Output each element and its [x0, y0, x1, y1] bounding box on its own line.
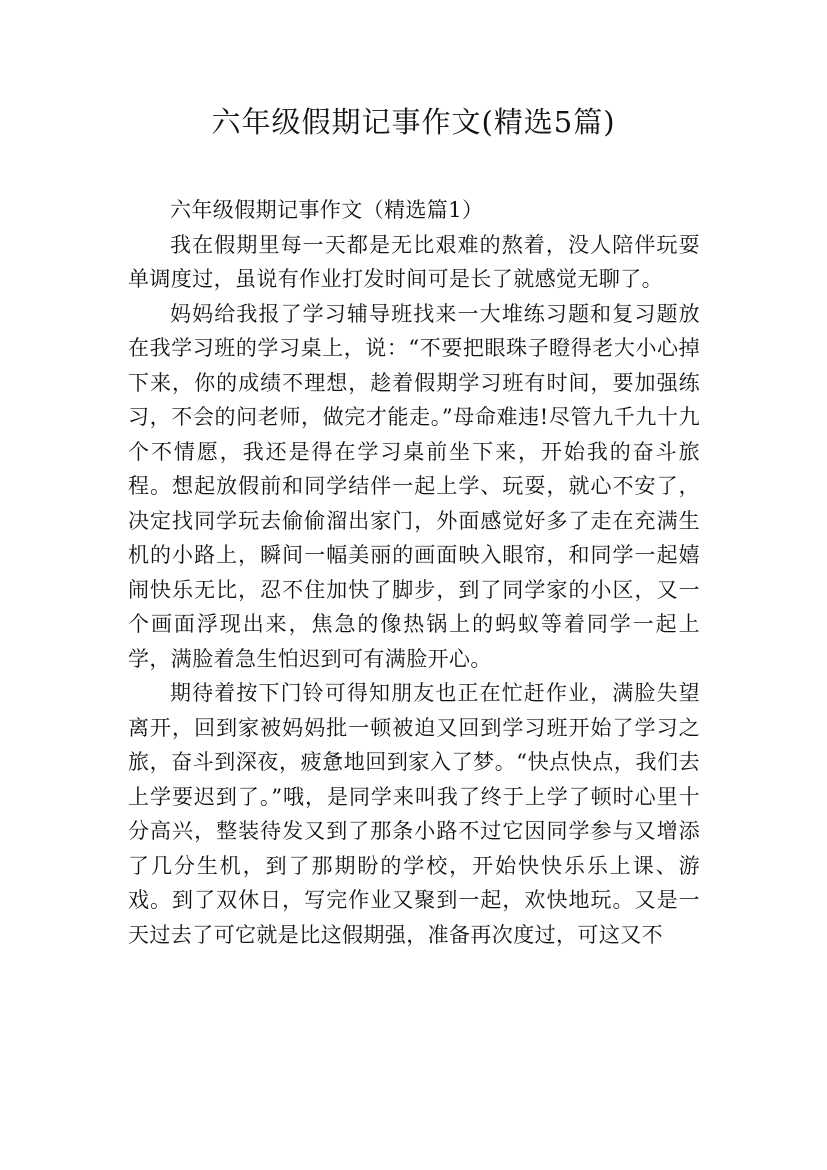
- paragraph-2: 妈妈给我报了学习辅导班找来一大堆练习题和复习题放在我学习班的学习桌上，说：“不要把眼珠子瞪得老大小心掉下来，你的成绩不理想，趁着假期学习班有时间，要加强练习，不会的问老师，做完才能走。”母命难违!尽管九千九十九个不情愿，我还是得在学习桌前坐下来，开始我的奋斗旅程。想起放假前和同学结伴一起上学、玩耍，就心不安了，决定找同学玩去偷偷溜出家门，外面感觉好多了走在充满生机的小路上，瞬间一幅美丽的画面映入眼帘，和同学一起嬉闹快乐无比，忍不住加快了脚步，到了同学家的小区，又一个画面浮现出来，焦急的像热锅上的蚂蚁等着同学一起上学，满脸着急生怕迟到可有满脸开心。: [128, 301, 700, 671]
- section-heading: 六年级假期记事作文（精选篇1）: [170, 198, 484, 222]
- document-title: 六年级假期记事作文(精选5篇): [211, 105, 616, 139]
- paragraph-1: 我在假期里每一天都是无比艰难的熬着，没人陪伴玩耍单调度过，虽说有作业打发时间可是长了就感觉无聊了。: [128, 232, 700, 291]
- document-body: [128, 193, 700, 952]
- paragraph-3: 期待着按下门铃可得知朋友也正在忙赶作业，满脸失望离开，回到家被妈妈批一顿被迫又回到学习班开始了学习之旅，奋斗到深夜，疲惫地回到家入了梦。“快点快点，我们去上学要迟到了。”哦，是同学来叫我了终于上学了顿时心里十分高兴，整装待发又到了那条小路不过它因同学参与又增添了几分生机，到了那期盼的学校，开始快快乐乐上课、游戏。到了双休日，写完作业又聚到一起，欢快地玩。又是一天过去了可它就是比这假期强，准备再次度过，可这又不: [128, 681, 700, 947]
